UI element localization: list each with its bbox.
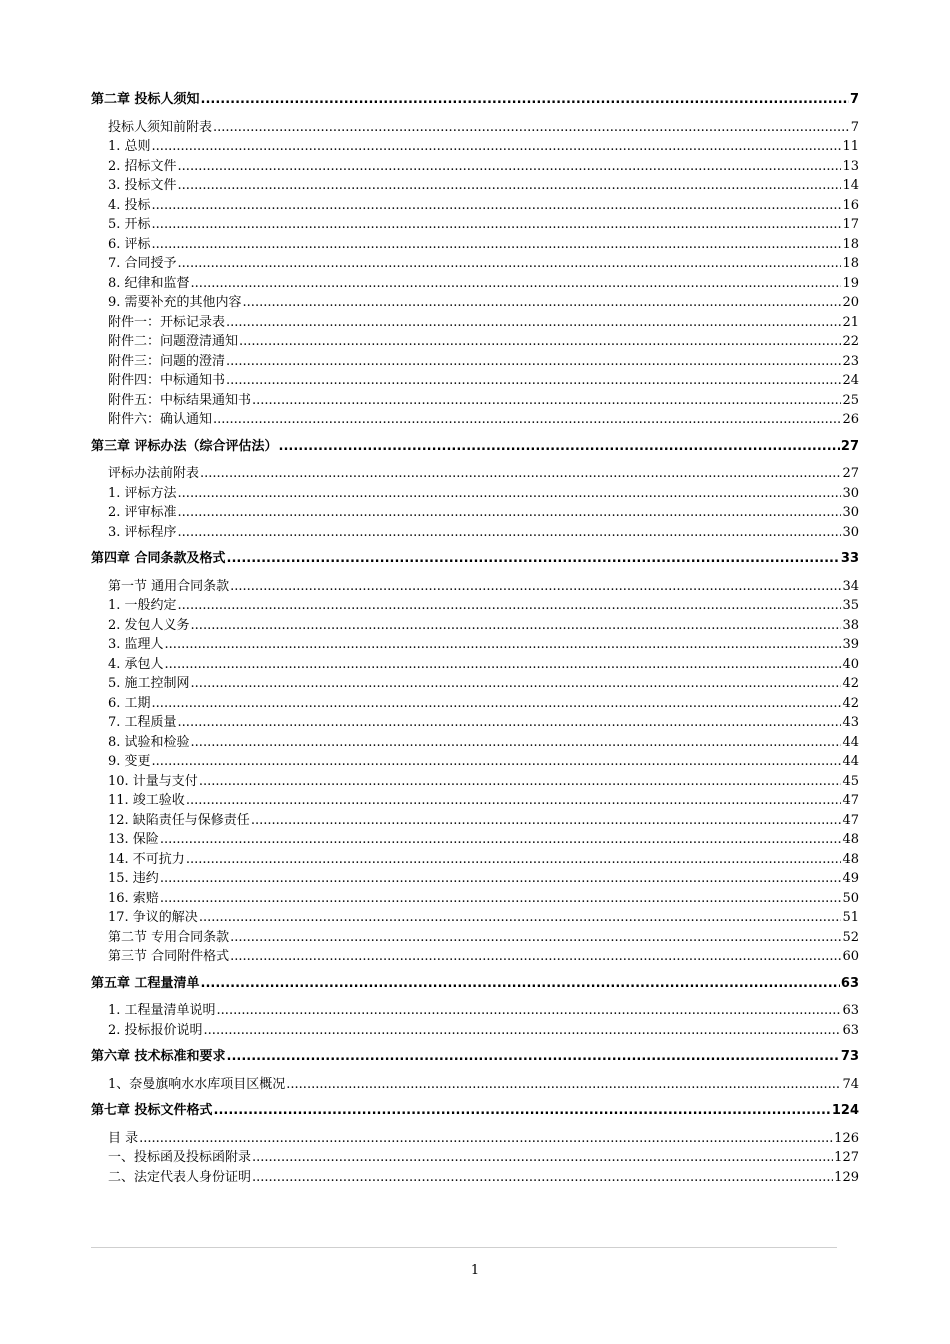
toc-leader-dots	[199, 772, 842, 792]
toc-entry-label: 2. 评审标准	[108, 505, 177, 520]
toc-entry[interactable]	[91, 850, 859, 870]
toc-entry[interactable]	[91, 137, 859, 157]
toc-leader-dots	[227, 549, 840, 569]
toc-leader-dots	[139, 1129, 833, 1149]
toc-entry[interactable]	[91, 908, 859, 928]
toc-entry-page: 47	[842, 812, 859, 828]
toc-leader-dots	[201, 90, 849, 110]
toc-entry-label: 5. 施工控制网	[108, 676, 190, 691]
toc-entry-page: 74	[842, 1076, 859, 1092]
toc-leader-dots	[152, 694, 842, 714]
page-number: 1	[470, 1263, 480, 1278]
toc-entry-page: 21	[842, 314, 859, 330]
toc-entry[interactable]	[91, 503, 859, 523]
toc-entry-page: 47	[842, 793, 859, 808]
toc-entry[interactable]	[91, 772, 859, 792]
toc-entry-label: 13. 保险	[108, 832, 159, 847]
toc-chapter-entry[interactable]	[91, 437, 859, 457]
toc-entry[interactable]	[91, 118, 859, 138]
toc-entry-label: 评标办法前附表	[108, 466, 200, 481]
toc-entry-label: 16. 索赔	[108, 890, 159, 906]
toc-leader-dots	[178, 176, 842, 196]
toc-entry[interactable]	[91, 332, 859, 352]
toc-leader-dots	[152, 196, 842, 216]
toc-leader-dots	[165, 655, 842, 675]
toc-entry-page: 39	[842, 637, 859, 652]
toc-entry-page: 60	[842, 949, 859, 964]
toc-entry-label: 7. 合同授予	[108, 256, 177, 271]
toc-entry-label: 附件五：中标结果通知书	[108, 392, 252, 408]
toc-entry-label: 9. 变更	[108, 754, 151, 769]
toc-entry-page: 27	[842, 466, 859, 481]
toc-entry-page: 129	[834, 1169, 859, 1185]
toc-entry[interactable]	[91, 713, 859, 733]
toc-entry-label: 6. 评标	[108, 236, 151, 252]
toc-leader-dots	[286, 1075, 841, 1095]
toc-entry-label: 7. 工程质量	[108, 715, 177, 730]
toc-entry-label: 6. 工期	[108, 695, 151, 711]
toc-leader-dots	[191, 733, 842, 753]
toc-entry-page: 48	[842, 851, 859, 867]
toc-entry-label: 8. 纪律和监督	[108, 275, 190, 291]
toc-entry[interactable]	[91, 928, 859, 948]
toc-leader-dots	[226, 313, 841, 333]
toc-entry-label: 第二章 投标人须知	[91, 92, 200, 107]
toc-chapter-entry[interactable]	[91, 549, 859, 569]
toc-entry[interactable]	[91, 674, 859, 694]
toc-entry[interactable]	[91, 523, 859, 543]
toc-leader-dots	[178, 157, 842, 177]
toc-entry-label: 附件六：确认通知	[108, 412, 213, 427]
toc-entry[interactable]	[91, 791, 859, 811]
toc-entry-label: 17. 争议的解决	[108, 910, 198, 925]
toc-entry[interactable]	[91, 616, 859, 636]
toc-leader-dots	[152, 137, 842, 157]
toc-entry-page: 49	[842, 871, 859, 886]
toc-leader-dots	[178, 713, 842, 733]
toc-entry-label: 3. 监理人	[108, 637, 164, 652]
toc-entry[interactable]	[91, 274, 859, 294]
toc-leader-dots	[152, 235, 842, 255]
toc-entry-label: 第四章 合同条款及格式	[91, 551, 226, 566]
toc-entry-label: 附件二：问题澄清通知	[108, 334, 239, 349]
toc-entry-page: 44	[842, 734, 859, 750]
toc-entry-page: 34	[842, 578, 859, 594]
toc-entry-label: 9. 需要补充的其他内容	[108, 295, 242, 310]
toc-entry[interactable]	[91, 947, 859, 967]
toc-entry[interactable]	[91, 313, 859, 333]
toc-entry-page: 24	[842, 373, 859, 388]
toc-leader-dots	[178, 503, 842, 523]
toc-leader-dots	[226, 352, 841, 372]
toc-entry[interactable]	[91, 596, 859, 616]
toc-entry-label: 15. 违约	[108, 871, 159, 886]
toc-entry[interactable]	[91, 1148, 859, 1168]
toc-entry-label: 1、奈曼旗响水水库项目区概况	[108, 1076, 286, 1092]
toc-entry-label: 12. 缺陷责任与保修责任	[108, 812, 250, 828]
toc-entry-page: 50	[842, 890, 859, 906]
toc-entry-label: 1. 总则	[108, 139, 151, 154]
toc-entry-label: 1. 一般约定	[108, 598, 177, 613]
toc-leader-dots	[230, 947, 841, 967]
toc-entry-label: 附件三：问题的澄清	[108, 353, 226, 369]
toc-leader-dots	[186, 791, 842, 811]
toc-entry-page: 30	[842, 524, 859, 540]
toc-entry-label: 3. 投标文件	[108, 178, 177, 193]
toc-entry[interactable]	[91, 811, 859, 831]
toc-entry-page: 45	[842, 773, 859, 789]
toc-leader-dots	[243, 293, 842, 313]
toc-entry[interactable]	[91, 371, 859, 391]
toc-leader-dots	[251, 811, 842, 831]
toc-leader-dots	[160, 889, 842, 909]
toc-entry-label: 2. 投标报价说明	[108, 1022, 203, 1038]
toc-leader-dots	[213, 118, 850, 138]
toc-entry[interactable]	[91, 484, 859, 504]
toc-entry-page: 40	[842, 656, 859, 672]
toc-leader-dots	[160, 830, 842, 850]
toc-entry[interactable]	[91, 1021, 859, 1041]
toc-entry-page: 19	[842, 275, 859, 291]
toc-entry-label: 第七章 投标文件格式	[91, 1103, 213, 1118]
toc-entry-label: 2. 发包人义务	[108, 617, 190, 633]
toc-leader-dots	[230, 577, 841, 597]
toc-entry-page: 35	[842, 598, 859, 613]
toc-entry-page: 126	[834, 1130, 859, 1146]
toc-entry-label: 8. 试验和检验	[108, 734, 190, 750]
toc-entry-label: 第五章 工程量清单	[91, 975, 200, 991]
toc-entry-page: 44	[842, 754, 859, 769]
toc-entry-page: 13	[842, 158, 859, 174]
toc-entry[interactable]	[91, 869, 859, 889]
toc-entry-page: 17	[842, 217, 859, 232]
toc-entry-page: 43	[842, 715, 859, 730]
toc-entry-page: 7	[849, 92, 859, 107]
toc-leader-dots	[160, 869, 842, 889]
toc-leader-dots	[191, 674, 842, 694]
toc-chapter-entry[interactable]	[91, 974, 859, 994]
toc-entry-label: 1. 工程量清单说明	[108, 1003, 216, 1018]
toc-leader-dots	[239, 332, 841, 352]
toc-chapter-entry[interactable]	[91, 90, 859, 110]
toc-entry-page: 26	[842, 412, 859, 427]
toc-entry-page: 11	[842, 139, 859, 154]
toc-entry-page: 22	[842, 334, 859, 349]
toc-entry[interactable]	[91, 733, 859, 753]
toc-leader-dots	[279, 437, 840, 457]
toc-entry[interactable]	[91, 176, 859, 196]
toc-entry-label: 4. 投标	[108, 197, 151, 213]
toc-entry-page: 38	[842, 617, 859, 633]
toc-entry-page: 18	[842, 256, 859, 271]
toc-entry-label: 5. 开标	[108, 217, 151, 232]
toc-entry-label: 10. 计量与支付	[108, 773, 198, 789]
toc-entry-label: 第二节 专用合同条款	[108, 929, 230, 945]
toc-entry-page: 48	[842, 832, 859, 847]
toc-entry-page: 25	[842, 392, 859, 408]
toc-entry-label: 3. 评标程序	[108, 524, 177, 540]
toc-entry-page: 127	[834, 1150, 859, 1165]
toc-entry[interactable]	[91, 235, 859, 255]
toc-leader-dots	[201, 974, 840, 994]
toc-entry[interactable]	[91, 196, 859, 216]
toc-entry[interactable]	[91, 215, 859, 235]
toc-entry[interactable]	[91, 254, 859, 274]
toc-entry-page: 124	[831, 1103, 859, 1118]
toc-entry[interactable]	[91, 752, 859, 772]
toc-entry-page: 27	[840, 438, 859, 454]
toc-entry-page: 63	[842, 1022, 859, 1038]
toc-entry-label: 附件一：开标记录表	[108, 314, 226, 330]
toc-entry[interactable]	[91, 577, 859, 597]
toc-entry[interactable]	[91, 635, 859, 655]
toc-entry-label: 14. 不可抗力	[108, 851, 185, 867]
toc-entry-page: 52	[842, 929, 859, 945]
toc-entry[interactable]	[91, 352, 859, 372]
toc-leader-dots	[227, 1047, 840, 1067]
toc-entry[interactable]	[91, 391, 859, 411]
toc-entry-page: 16	[842, 197, 859, 213]
toc-leader-dots	[152, 215, 842, 235]
toc-entry-page: 51	[842, 910, 859, 925]
toc-leader-dots	[178, 596, 842, 616]
toc-entry-page: 73	[840, 1049, 859, 1064]
toc-entry[interactable]	[91, 1168, 859, 1188]
toc-entry[interactable]	[91, 1075, 859, 1095]
toc-entry-label: 投标人须知前附表	[108, 119, 213, 135]
toc-entry-page: 30	[842, 505, 859, 520]
toc-entry[interactable]	[91, 889, 859, 909]
toc-entry-page: 23	[842, 353, 859, 369]
toc-entry[interactable]	[91, 1129, 859, 1149]
toc-entry-page: 7	[850, 119, 859, 135]
toc-entry-label: 2. 招标文件	[108, 158, 177, 174]
toc-leader-dots	[214, 1101, 831, 1121]
toc-chapter-entry[interactable]	[91, 1047, 859, 1067]
toc-leader-dots	[178, 254, 842, 274]
toc-entry[interactable]	[91, 1001, 859, 1021]
toc-entry[interactable]	[91, 655, 859, 675]
toc-entry-label: 第三章 评标办法（综合评估法）	[91, 438, 278, 454]
toc-entry-page: 14	[842, 178, 859, 193]
toc-entry-label: 目 录	[108, 1130, 139, 1146]
toc-leader-dots	[191, 616, 842, 636]
toc-entry[interactable]	[91, 694, 859, 714]
toc-entry-label: 第一节 通用合同条款	[108, 578, 230, 594]
toc-leader-dots	[165, 635, 842, 655]
toc-entry-page: 20	[842, 295, 859, 310]
toc-entry-label: 一、投标函及投标函附录	[108, 1150, 252, 1165]
toc-entry-label: 二、法定代表人身份证明	[108, 1169, 252, 1185]
toc-leader-dots	[252, 1148, 833, 1168]
toc-entry-page: 42	[842, 695, 859, 711]
toc-entry[interactable]	[91, 830, 859, 850]
toc-entry-page: 30	[842, 485, 859, 501]
toc-entry[interactable]	[91, 410, 859, 430]
toc-entry[interactable]	[91, 464, 859, 484]
toc-entry-page: 63	[840, 975, 859, 991]
toc-leader-dots	[186, 850, 842, 870]
toc-leader-dots	[230, 928, 841, 948]
toc-leader-dots	[199, 908, 842, 928]
toc-entry-label: 4. 承包人	[108, 656, 164, 672]
toc-entry-page: 42	[842, 676, 859, 691]
toc-entry[interactable]	[91, 157, 859, 177]
toc-entry[interactable]	[91, 293, 859, 313]
toc-chapter-entry[interactable]	[91, 1101, 859, 1121]
toc-leader-dots	[191, 274, 842, 294]
toc-entry-label: 1. 评标方法	[108, 485, 177, 501]
toc-entry-label: 第六章 技术标准和要求	[91, 1049, 226, 1064]
toc-leader-dots	[252, 391, 841, 411]
toc-entry-page: 18	[842, 236, 859, 252]
toc-leader-dots	[152, 752, 842, 772]
toc-leader-dots	[252, 1168, 833, 1188]
toc-leader-dots	[226, 371, 841, 391]
toc-leader-dots	[213, 410, 841, 430]
toc-leader-dots	[178, 484, 842, 504]
toc-leader-dots	[178, 523, 842, 543]
toc-leader-dots	[217, 1001, 842, 1021]
toc-entry-page: 63	[842, 1003, 859, 1018]
toc-entry-label: 附件四：中标通知书	[108, 373, 226, 388]
footer-divider	[91, 1247, 837, 1248]
toc-entry-label: 第三节 合同附件格式	[108, 949, 230, 964]
table-of-contents	[91, 90, 859, 1187]
toc-leader-dots	[200, 464, 841, 484]
toc-leader-dots	[204, 1021, 842, 1041]
toc-entry-page: 33	[840, 551, 859, 566]
toc-entry-label: 11. 竣工验收	[108, 793, 185, 808]
